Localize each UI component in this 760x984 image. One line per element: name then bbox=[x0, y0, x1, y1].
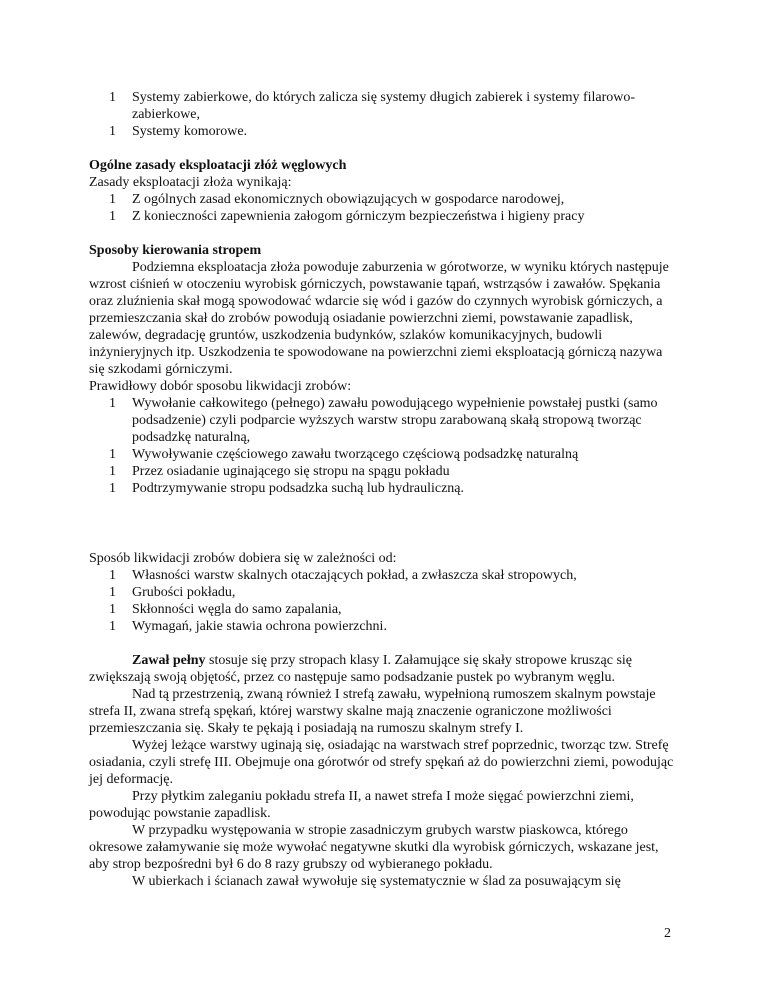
list-number: 1 bbox=[109, 396, 116, 411]
paragraph bbox=[89, 652, 674, 686]
list-item bbox=[89, 446, 674, 463]
document-page bbox=[89, 89, 674, 890]
list-number: 1 bbox=[109, 602, 116, 617]
list-item bbox=[89, 208, 674, 225]
list-item bbox=[89, 123, 674, 140]
list-item-text: Skłonności węgla do samo zapalania, bbox=[132, 602, 342, 617]
spacer bbox=[89, 225, 674, 242]
list-item bbox=[89, 463, 674, 480]
list-item-text: Wywoływanie częściowego zawału tworzącego częściową podsadzkę naturalną bbox=[132, 447, 579, 462]
list-number: 1 bbox=[109, 124, 116, 139]
list-number: 1 bbox=[109, 585, 116, 600]
list-item-text: Z ogólnych zasad ekonomicznych obowiązujących w gospodarce narodowej, bbox=[132, 192, 565, 207]
list-item bbox=[89, 480, 674, 497]
list-item-text: Własności warstw skalnych otaczających pokład, a zwłaszcza skał stropowych, bbox=[132, 568, 577, 583]
section-heading: Ogólne zasady eksploatacji złóż węglowych bbox=[89, 158, 347, 173]
list-number: 1 bbox=[109, 209, 116, 224]
section-intro: Zasady eksploatacji złoża wynikają: bbox=[89, 175, 292, 190]
page-number: 2 bbox=[664, 926, 671, 941]
list-number: 1 bbox=[109, 90, 116, 105]
list-item-text: Grubości pokładu, bbox=[132, 585, 236, 600]
list-item bbox=[89, 618, 674, 635]
list-number: 1 bbox=[109, 481, 116, 496]
paragraph: Podziemna eksploatacja złoża powoduje zaburzenia w górotworze, w wyniku których następuje wzrost ciśnień w otoczeniu wyrobisk górniczych, powstawanie tąpań, wstrząsów i zawałów. Spękania oraz zluźnienia skał mogą spowodować wdarcie się wód i gazów do czynnych wyrobisk górniczych, a przemieszczania skał do zrobów powodują osiadanie powierzchni ziemi, powstawanie zapadlisk, zalewów, degradację gruntów, uszkodzenia budynków, szlaków komunikacyjnych, budowli inżynieryjnych itp. Uszkodzenia te spowodowane na powierzchni ziemi eksploatacją górniczą nazywa się szkodami górniczymi. bbox=[89, 260, 669, 377]
spacer bbox=[89, 497, 674, 550]
paragraph: W ubierkach i ścianach zawał wywołuje się systematycznie w ślad za posuwającym się bbox=[132, 874, 621, 889]
list-number: 1 bbox=[109, 464, 116, 479]
paragraph-text: stosuje się przy stropach klasy I. Załamujące się skały stropowe krusząc się zwiększają swoją objętość, przez co następuje samo podsadzanie pustek po wybranym węglu. bbox=[89, 653, 632, 685]
list-item-text: Systemy komorowe. bbox=[132, 124, 248, 139]
section-intro: Prawidłowy dobór sposobu likwidacji zrobów: bbox=[89, 379, 352, 394]
list-item-text: Przez osiadanie uginającego się stropu na spągu pokładu bbox=[132, 464, 450, 479]
list-item-text: Systemy zabierkowe, do których zalicza się systemy długich zabierek i systemy filarowo-zabierkowe, bbox=[132, 90, 636, 122]
bold-term: Zawał pełny bbox=[132, 653, 206, 668]
paragraph: Wyżej leżące warstwy uginają się, osiadając na warstwach stref poprzednic, tworząc tzw. Strefę osiadania, czyli strefę III. Obejmuje ona górotwór od strefy spękań aż do powierzchni ziemi, powodując jej deformację. bbox=[89, 738, 674, 787]
list-item bbox=[89, 395, 674, 446]
list-item bbox=[89, 601, 674, 618]
top-list bbox=[89, 89, 674, 140]
list-item-text: Wymagań, jakie stawia ochrona powierzchni. bbox=[132, 619, 387, 634]
list-number: 1 bbox=[109, 568, 116, 583]
list-number: 1 bbox=[109, 619, 116, 634]
spacer bbox=[89, 140, 674, 157]
list-item-text: Wywołanie całkowitego (pełnego) zawału powodującego wypełnienie powstałej pustki (samo podsadzenie) czyli podparcie wyższych warstw stropu zarabowaną skałą stropową tworząc podsadzkę naturalną, bbox=[132, 396, 658, 445]
factors-list bbox=[89, 567, 674, 635]
section-heading: Sposoby kierowania stropem bbox=[89, 243, 262, 258]
spacer bbox=[89, 635, 674, 652]
section-intro: Sposób likwidacji zrobów dobiera się w zależności od: bbox=[89, 551, 397, 566]
paragraph: Przy płytkim zaleganiu pokładu strefa II, a nawet strefa I może sięgać powierzchni ziemi, powodując powstanie zapadlisk. bbox=[89, 789, 634, 821]
principles-list bbox=[89, 191, 674, 225]
paragraph: Nad tą przestrzenią, zwaną również I strefą zawału, wypełnioną rumoszem skalnym powstaje strefa II, zwana strefą spękań, której warstwy skalne mają znaczenie ograniczone możliwości przemieszczania się. Skały te pękają i posiadają na rumoszu skalnym strefy I. bbox=[89, 687, 656, 736]
list-item-text: Z konieczności zapewnienia załogom górniczym bezpieczeństwa i higieny pracy bbox=[132, 209, 585, 224]
list-item bbox=[89, 584, 674, 601]
list-item bbox=[89, 567, 674, 584]
list-item-text: Podtrzymywanie stropu podsadzka suchą lub hydrauliczną. bbox=[132, 481, 465, 496]
list-item bbox=[89, 89, 674, 123]
list-number: 1 bbox=[109, 447, 116, 462]
roof-control-list bbox=[89, 395, 674, 497]
list-number: 1 bbox=[109, 192, 116, 207]
list-item bbox=[89, 191, 674, 208]
paragraph: W przypadku występowania w stropie zasadniczym grubych warstw piaskowca, którego okresowe załamywanie się może wywołać negatywne skutki dla wyrobisk górniczych, wskazane jest, aby strop bezpośredni był 6 do 8 razy grubszy od wybieranego pokładu. bbox=[89, 823, 659, 872]
